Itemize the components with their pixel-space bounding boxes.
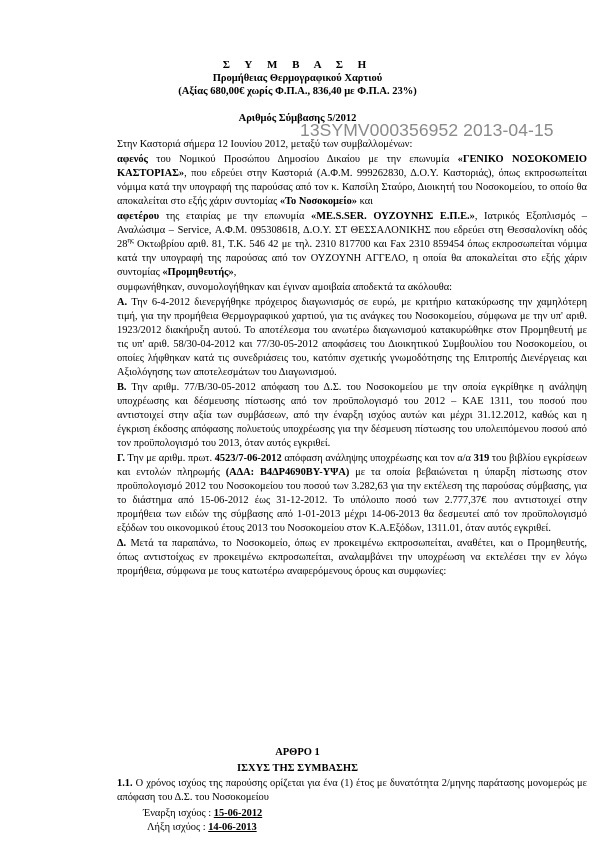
clause-text: με τα οποία βεβαιώνεται η ύπαρξη πίστωσης στον προϋπολογισμό 2012 του Νοσοκομείου του ποσού των 3.282,63 για την εκτέλεση της παρούσας σύμβασης, για το διάστημα από 15-06-2012 έως 31-12-2012. Το υπόλοιπο ποσό των 2.777,37€ που αντιστοιχεί στην προμήθεια των ειδών της σύμβασης από 1-01-2013 μέχρι 14-06-2013 θα δεσμευτεί από τον προϋπολογισμό εξόδων του οικονομικού έτους 2013 του Νοσοκομείου στον Κ.Α.Εξόδων, 1311.01, όταν αυτός εγκριθεί. (117, 467, 587, 534)
party-text: και (356, 196, 373, 207)
party-lead: αφετέρου (117, 211, 160, 222)
clause-d-paragraph (117, 537, 587, 579)
intro-paragraph: Στην Καστοριά σήμερα 12 Ιουνίου 2012, μεταξύ των συμβαλλομένων: (117, 139, 413, 150)
clause-letter: Β. (117, 382, 127, 393)
article-clause (117, 777, 587, 805)
contract-value-line: (Αξίας 680,00€ χωρίς Φ.Π.Α., 836,40 με Φ.Π.Α. 23%) (178, 86, 417, 97)
registry-watermark: 13SYMV000356952 2013-04-15 (300, 120, 554, 140)
party-text: της εταιρίας με την επωνυμία (159, 211, 312, 222)
clause-text: Την αριθμ. 77/Β/30-05-2012 απόφαση του Δ.Σ. του Νοσοκομείου με την οποία εγκρίθηκε η ανάληψη υποχρέωσης και δέσμευσης πίστωσης από τον προϋπολογισμό του 2012 – ΚΑΕ 1311, του ποσού που αντιστοιχεί στην αξία των συμβάσεων, από την έναρξη ισχύος αυτών και μέχρι 31.12.2012, καθώς και η έγκριση έκδοσης απόφασης πολυετούς υποχρέωσης για την δέσμευση πίστωσης του υπολειπόμενου ποσού από τον προϋπολογισμό του 2013, όταν αυτός εγκριθεί. (117, 382, 587, 449)
clause-letter: Γ. (117, 453, 125, 464)
clause-text: Μετά τα παραπάνω, το Νοσοκομείο, όπως εν προκειμένω εκπροσωπείται, αναθέτει, και ο Προμηθευτής, όπως αντιστοίχως εν προκειμένω εκπροσωπείται, αναλαμβάνει την υποχρέωση να εκτελέσει την εν λόγω προμήθεια, σύμφωνα με τους κατωτέρω αναφερόμενους όρους και συμφωνίες: (117, 538, 587, 577)
clause-text: Την 6-4-2012 διενεργήθηκε πρόχειρος διαγωνισμός σε ευρώ, με κριτήριο κατακύρωσης την χαμηλότερη τιμή, για την προμήθεια Θερμογραφικού χαρτιού, για τις ανάγκες του Νοσοκομείου, σύμφωνα με την υπ' αριθ. 1923/2012 διακήρυξη αυτού. Το αποτέλεσμα του ανωτέρω διαγωνισμού κατακυρώθηκε στον Προμηθευτή με τις υπ' αριθ. 58/30-04-2012 και 77/30-05-2012 αποφάσεις του Διοικητικού Συμβουλίου του Νοσοκομείου, οι οποίες λήφθηκαν κατά τις συνεδριάσεις του, κατόπιν σχετικής γνωμοδότησης της Επιτροπής Διενέργειας και Αξιολόγησης των αποτελεσμάτων του Διαγωνισμού. (117, 297, 587, 378)
article-heading: ΑΡΘΡΟ 1 (275, 747, 320, 758)
party-text: , Ιατρικός Εξοπλισμός – Αναλώσιμα – Service, Α.Φ.Μ. 095308618, Δ.Ο.Υ. ΣΤ ΘΕΣΣΑΛΟΝΙΚΗΣ που εδρεύει στη Θεσσαλονίκη οδός 28 (117, 211, 587, 250)
party-text: , (233, 267, 237, 278)
ledger-serial: 319 (473, 453, 490, 464)
party-text: , που εδρεύει στην Καστοριά (Α.Φ.Μ. 999262830, Δ.Ο.Υ. Καστοριάς), όπως εκπροσωπείται νόμιμα κατά την υπογραφή της παρούσας από τον κ. Καπσίλη Σταύρο, Διοικητή του Νοσοκομείου, το οποίο θα αποκαλείται στο εξής χάριν συντομίας (117, 168, 587, 207)
start-date-row (143, 807, 262, 821)
document-title: Σ Υ Μ Β Α Σ Η (222, 59, 373, 71)
clause-letter: Α. (117, 297, 128, 308)
document-subtitle: Προμήθειας Θερμογραφικού Χαρτιού (212, 73, 383, 84)
supplier-name: «ME.S.SER. ΟΥΖΟΥΝΗΣ Ε.Π.Ε.» (311, 211, 475, 222)
clause-b-paragraph (117, 381, 587, 451)
validity-dates (143, 807, 262, 835)
hospital-name: «ΓΕΝΙΚΟ ΝΟΣΟΚΟΜΕΙΟ ΚΑΣΤΟΡΙΑΣ» (117, 154, 587, 179)
start-date-value: 15-06-2012 (213, 808, 263, 819)
clause-text: του βιβλίου εγκρίσεων και εντολών πληρωμής (117, 453, 587, 478)
clause-text: απόφαση ανάληψης υποχρέωσης και τον α/α (281, 453, 474, 464)
party-hospital-paragraph (117, 153, 587, 209)
party-text: του Νομικού Προσώπου Δημοσίου Δικαίου με την επωνυμία (147, 154, 458, 165)
protocol-number: 4523/7-06-2012 (214, 453, 282, 464)
contract-number: Αριθμός Σύμβασης 5/2012 (238, 113, 357, 124)
hospital-alias: «Το Νοσοκομείο» (279, 196, 357, 207)
clause-a-paragraph (117, 296, 587, 380)
clause-text: Ο χρόνος ισχύος της παρούσης ορίζεται για ένα (1) έτος με δυνατότητα 2/μηνης παράτασης μονομερώς με απόφαση του Δ.Σ. του Νοσοκομείου (117, 778, 587, 803)
party-text: Οκτωβρίου αριθ. 81, Τ.Κ. 546 42 με τηλ. 2310 817700 και Fax 2310 859454 όπως εκπροσωπείται νόμιμα κατά την υπογραφή της παρούσας από τον ΟΥΖΟΥΝΗ ΑΓΓΕΛΟ, η οποία θα αποκαλείται στο εξής χάριν συντομίας (117, 239, 587, 278)
ordinal-superscript: ης (127, 236, 134, 245)
clause-letter: Δ. (117, 538, 127, 549)
clause-text: Την με αριθμ. πρωτ. (124, 453, 215, 464)
party-supplier-paragraph (117, 210, 587, 280)
clause-g-paragraph (117, 452, 587, 536)
clause-number: 1.1. (117, 778, 133, 789)
supplier-alias: «Προμηθευτής» (162, 267, 234, 278)
article-subheading: ΙΣΧΥΣ ΤΗΣ ΣΥΜΒΑΣΗΣ (237, 763, 358, 774)
party-lead: αφενός (117, 154, 148, 165)
end-date-label: Λήξη ισχύος : (147, 822, 209, 833)
document-body (117, 138, 587, 579)
ada-code: (ΑΔΑ: Β4ΔΡ4690ΒΥ-ΥΨΑ) (225, 467, 350, 478)
end-date-value: 14-06-2013 (208, 822, 257, 833)
start-date-label: Έναρξη ισχύος : (143, 808, 214, 819)
agreement-line: συμφωνήθηκαν, συνομολογήθηκαν και έγιναν αμοιβαία αποδεκτά τα ακόλουθα: (117, 282, 453, 293)
end-date-row (143, 821, 262, 835)
